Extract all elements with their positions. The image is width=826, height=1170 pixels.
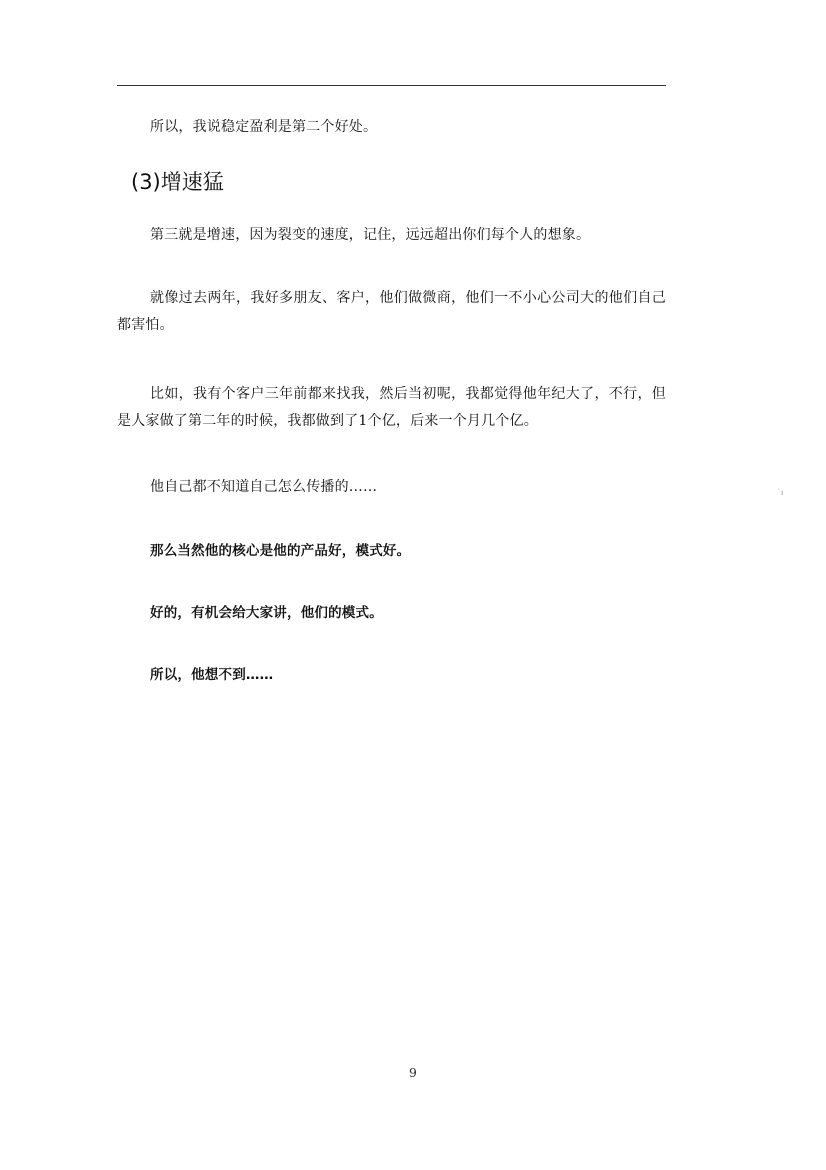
section-heading: (3)增速猛	[131, 170, 224, 194]
paragraph-client-example: 比如，我有个客户三年前都来找我，然后当初呢，我都觉得他年纪大了，不行，但是人家做了第二年的时候，我都做到了1个亿，后来一个月几个亿。	[117, 386, 666, 429]
page-number: 9	[409, 1066, 417, 1080]
paragraph-stable-profit: 所以，我说稳定盈利是第二个好处。	[150, 119, 378, 135]
header-rule	[117, 85, 666, 86]
paragraph-unexpected: 所以，他想不到……	[150, 667, 274, 683]
paragraph-spread-unknown: 他自己都不知道自己怎么传播的……	[150, 479, 378, 495]
margin-mark: ˙ı	[777, 488, 784, 497]
paragraph-growth-speed: 第三就是增速，因为裂变的速度，记住，远远超出你们每个人的想象。	[150, 227, 591, 243]
paragraph-friends-wechat-business: 就像过去两年，我好多朋友、客户，他们做微商，他们一不小心公司大的他们自己都害怕。	[117, 290, 666, 333]
paragraph-core-product: 那么当然他的核心是他的产品好，模式好。	[150, 543, 411, 559]
paragraph-explain-model: 好的，有机会给大家讲，他们的模式。	[150, 605, 383, 621]
